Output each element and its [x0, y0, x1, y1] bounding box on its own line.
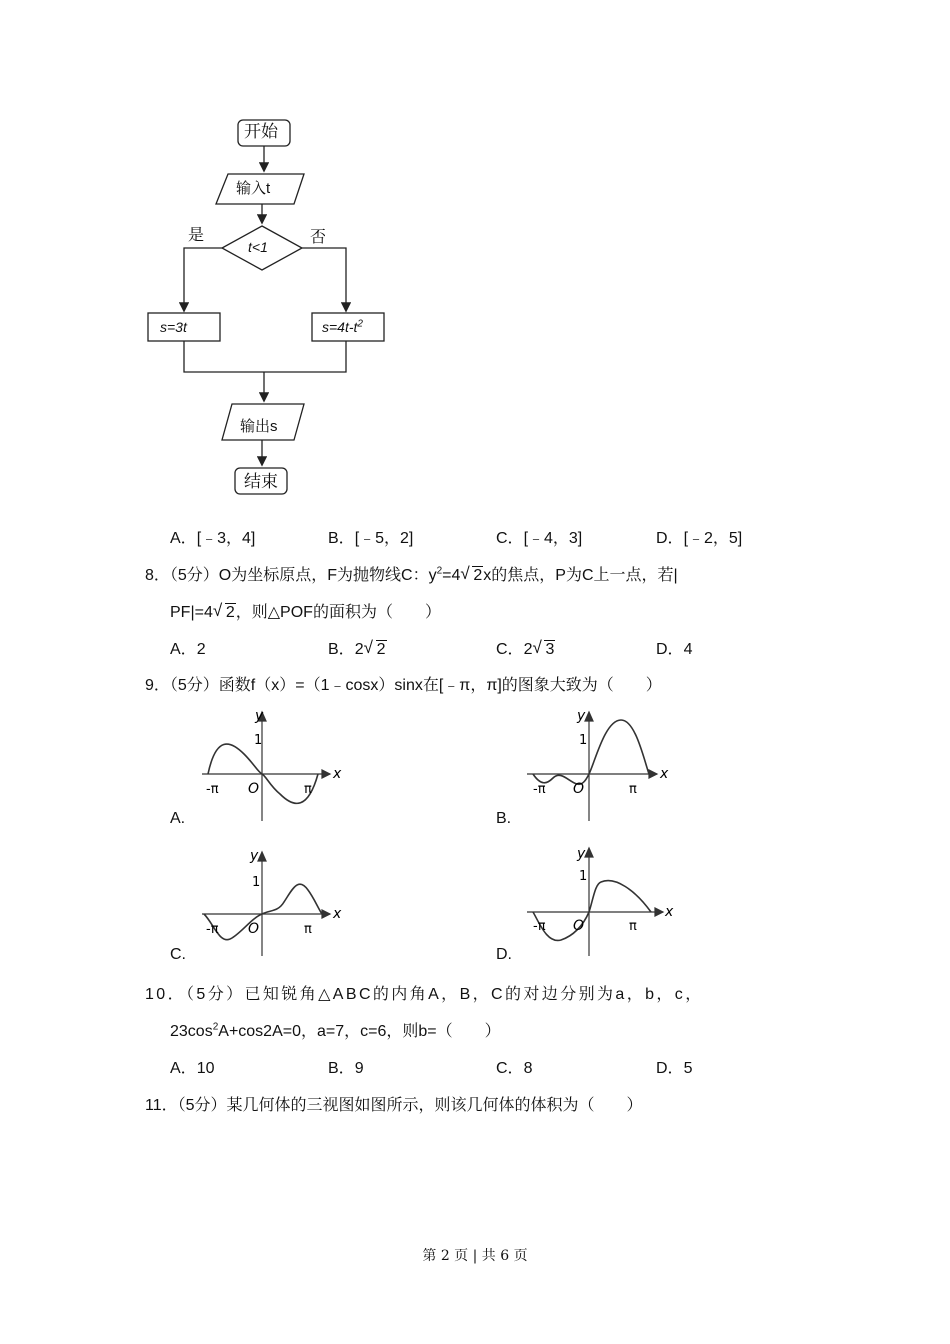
svg-text:O: O: [573, 918, 585, 934]
svg-text:x: x: [660, 766, 669, 782]
svg-text:1: 1: [252, 875, 261, 890]
q7-option-a: A．[﹣3，4]: [170, 530, 256, 547]
svg-text:-π: -π: [206, 782, 219, 797]
svg-text:x: x: [333, 906, 342, 922]
svg-text:y: y: [255, 708, 264, 724]
q9-label-c: C.: [170, 946, 186, 963]
flow-input-label: 输入t: [236, 180, 271, 197]
svg-text:-π: -π: [206, 922, 219, 937]
q9-stem: 9．（5分）函数f（x）=（1﹣cosx）sinx在[﹣π，π]的图象大致为（ ）: [145, 677, 662, 694]
flow-yes-label: 是: [188, 227, 205, 244]
q9-graph-a: [200, 706, 350, 824]
q9-label-b: B.: [496, 810, 512, 827]
q10-line1: 10．（5分）已知锐角△ABC的内角A，B，C的对边分别为a，b，c，: [145, 986, 704, 1003]
flow-no-label: 否: [310, 229, 327, 246]
flow-right-label: [322, 317, 363, 337]
svg-text:y: y: [250, 848, 259, 864]
svg-text:π: π: [304, 922, 312, 937]
svg-text:1: 1: [579, 869, 588, 884]
svg-text:x: x: [333, 766, 342, 782]
q8-option-d: D．4: [656, 641, 693, 658]
page-footer: 第 2 页 | 共 6 页: [422, 1248, 528, 1264]
q9-label-d: D.: [496, 946, 512, 963]
q10-line2: $23\cos^2A+\cos 2A=0$，a=7，c=6，则b=（ ）: [170, 1021, 501, 1040]
flow-output-label: 输出s: [240, 418, 278, 435]
flow-right-sup: 2: [357, 318, 363, 330]
svg-text:1: 1: [254, 733, 263, 748]
flow-end-label: 结束: [244, 472, 278, 491]
svg-text:-π: -π: [533, 919, 546, 934]
q9-graph-c: [200, 846, 350, 958]
q7-option-b: B．[﹣5，2]: [328, 530, 414, 547]
q8-option-c: C．2√ 3: [496, 640, 555, 660]
q8-line2: PF|=4√ 2，则△POF的面积为（ ）: [170, 603, 441, 623]
q8-option-a: A．2: [170, 641, 206, 658]
q11-stem: 11．（5分）某几何体的三视图如图所示，则该几何体的体积为（ ）: [145, 1097, 643, 1114]
svg-text:π: π: [304, 782, 312, 797]
svg-text:O: O: [573, 781, 585, 797]
q10-option-d: D．5: [656, 1060, 693, 1077]
svg-text:y: y: [577, 846, 586, 862]
q8-line1: 8．（5分）O为坐标原点，F为抛物线C：$y^2=4√$ 2x的焦点，P为C上一点，若|: [145, 566, 678, 586]
q10-option-c: C．8: [496, 1060, 533, 1077]
flow-start-label: 开始: [244, 122, 278, 141]
svg-text:x: x: [665, 904, 674, 920]
q9-graph-d: [525, 842, 675, 958]
flowchart: [140, 110, 400, 500]
q7-option-c: C．[﹣4，3]: [496, 530, 583, 547]
svg-text:π: π: [629, 782, 637, 797]
svg-text:-π: -π: [533, 782, 546, 797]
svg-text:O: O: [248, 781, 260, 797]
flow-left-label: s=3t: [160, 319, 187, 335]
q8-option-b: B．2√ 2: [328, 640, 387, 660]
q10-option-b: B．9: [328, 1060, 364, 1077]
flow-condition-label: t<1: [248, 239, 268, 255]
q9-graph-b: [525, 706, 675, 824]
q7-option-d: D．[﹣2，5]: [656, 530, 743, 547]
svg-text:π: π: [629, 919, 637, 934]
svg-text:y: y: [577, 708, 586, 724]
svg-text:1: 1: [579, 733, 588, 748]
q10-option-a: A．10: [170, 1060, 215, 1077]
q9-label-a: A.: [170, 810, 186, 827]
flow-right-main: s=4t-t: [322, 319, 358, 335]
svg-text:O: O: [248, 921, 260, 937]
